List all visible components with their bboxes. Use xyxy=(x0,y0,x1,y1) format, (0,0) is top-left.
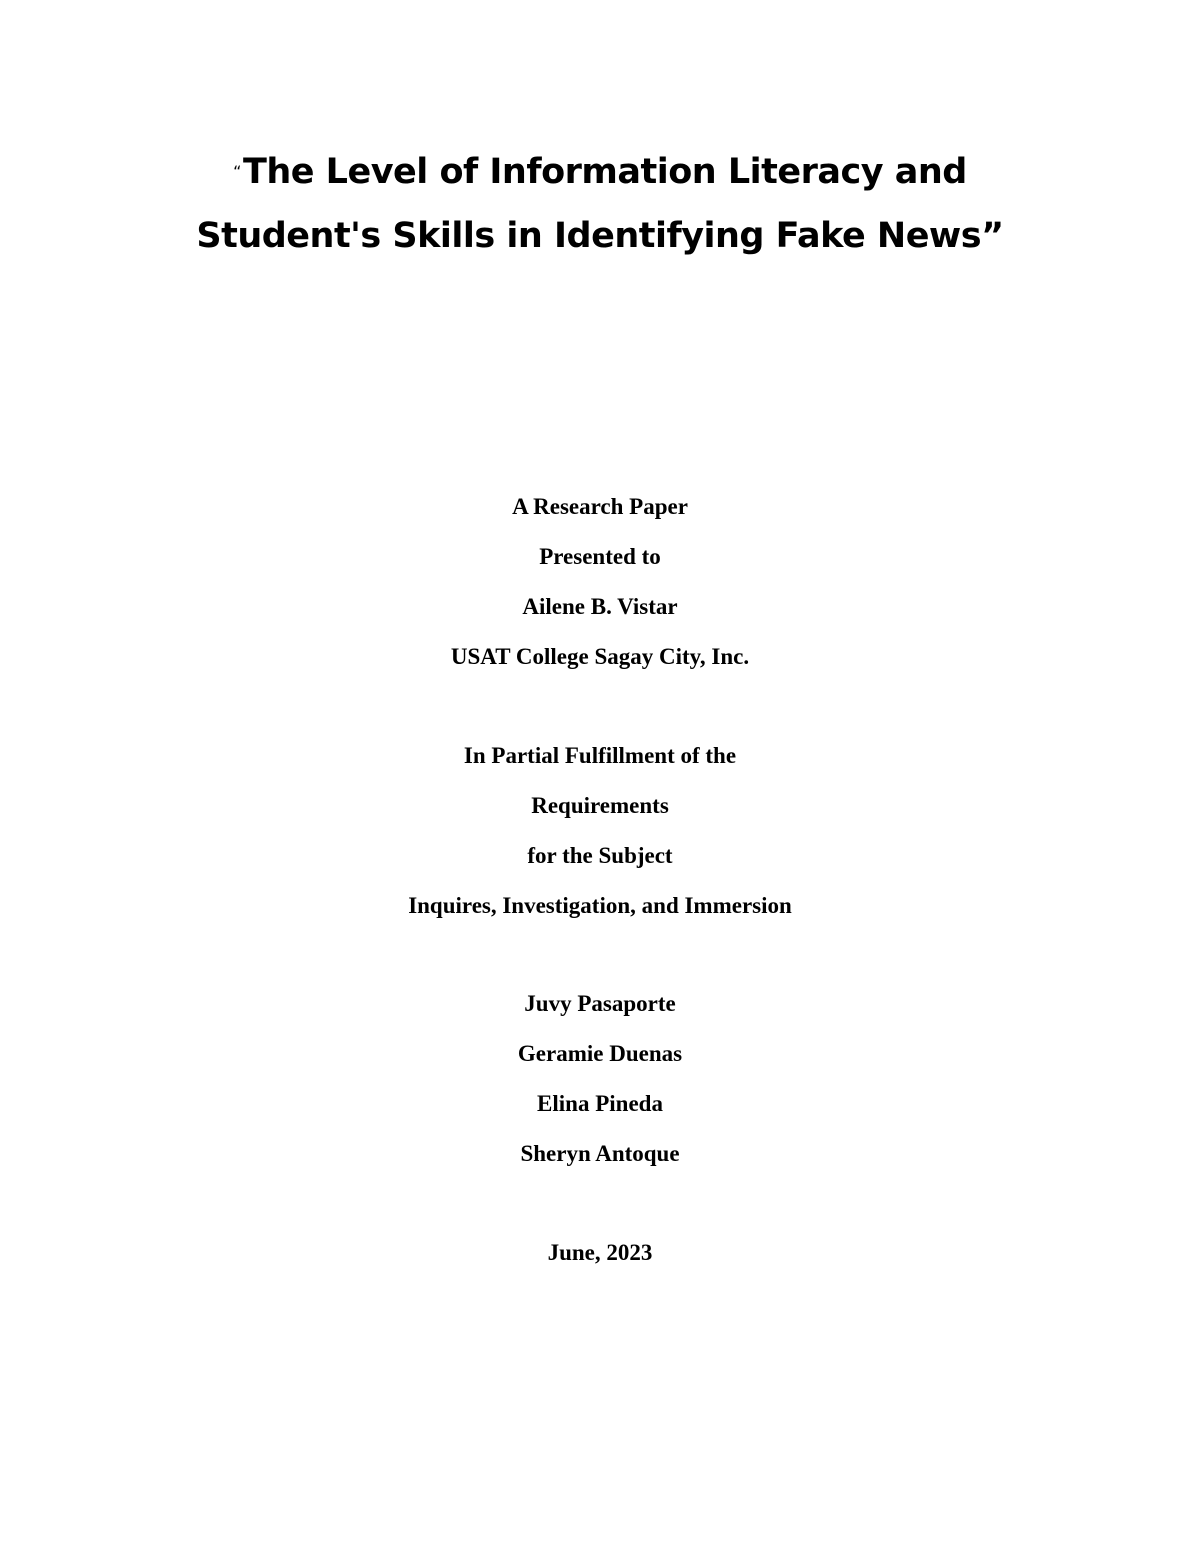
fulfillment-line: In Partial Fulfillment of the xyxy=(463,743,737,768)
date-block xyxy=(0,1238,1200,1288)
document-title xyxy=(0,140,1200,268)
subject-name: Inquires, Investigation, and Immersion xyxy=(408,893,792,918)
author-name: Juvy Pasaporte xyxy=(524,991,676,1016)
fulfillment-line: for the Subject xyxy=(527,843,673,868)
title-open-quote: “ xyxy=(233,162,241,181)
instructor-name: Ailene B. Vistar xyxy=(522,594,678,619)
fulfillment-line: Requirements xyxy=(531,793,669,818)
author-name: Elina Pineda xyxy=(537,1091,663,1116)
fulfillment-block xyxy=(0,741,1200,941)
submission-date: June, 2023 xyxy=(547,1240,653,1265)
author-name: Geramie Duenas xyxy=(517,1041,683,1066)
authors-block xyxy=(0,989,1200,1189)
paper-type: A Research Paper xyxy=(512,494,688,519)
title-line-2: Student's Skills in Identifying Fake News” xyxy=(196,216,1004,256)
title-line-1-text: The Level of Information Literacy and xyxy=(242,152,967,192)
title-line-1 xyxy=(0,140,1200,204)
presented-to-label: Presented to xyxy=(539,544,661,569)
presentation-block xyxy=(0,492,1200,692)
institution-name: USAT College Sagay City, Inc. xyxy=(450,644,750,669)
author-name: Sheryn Antoque xyxy=(520,1141,680,1166)
